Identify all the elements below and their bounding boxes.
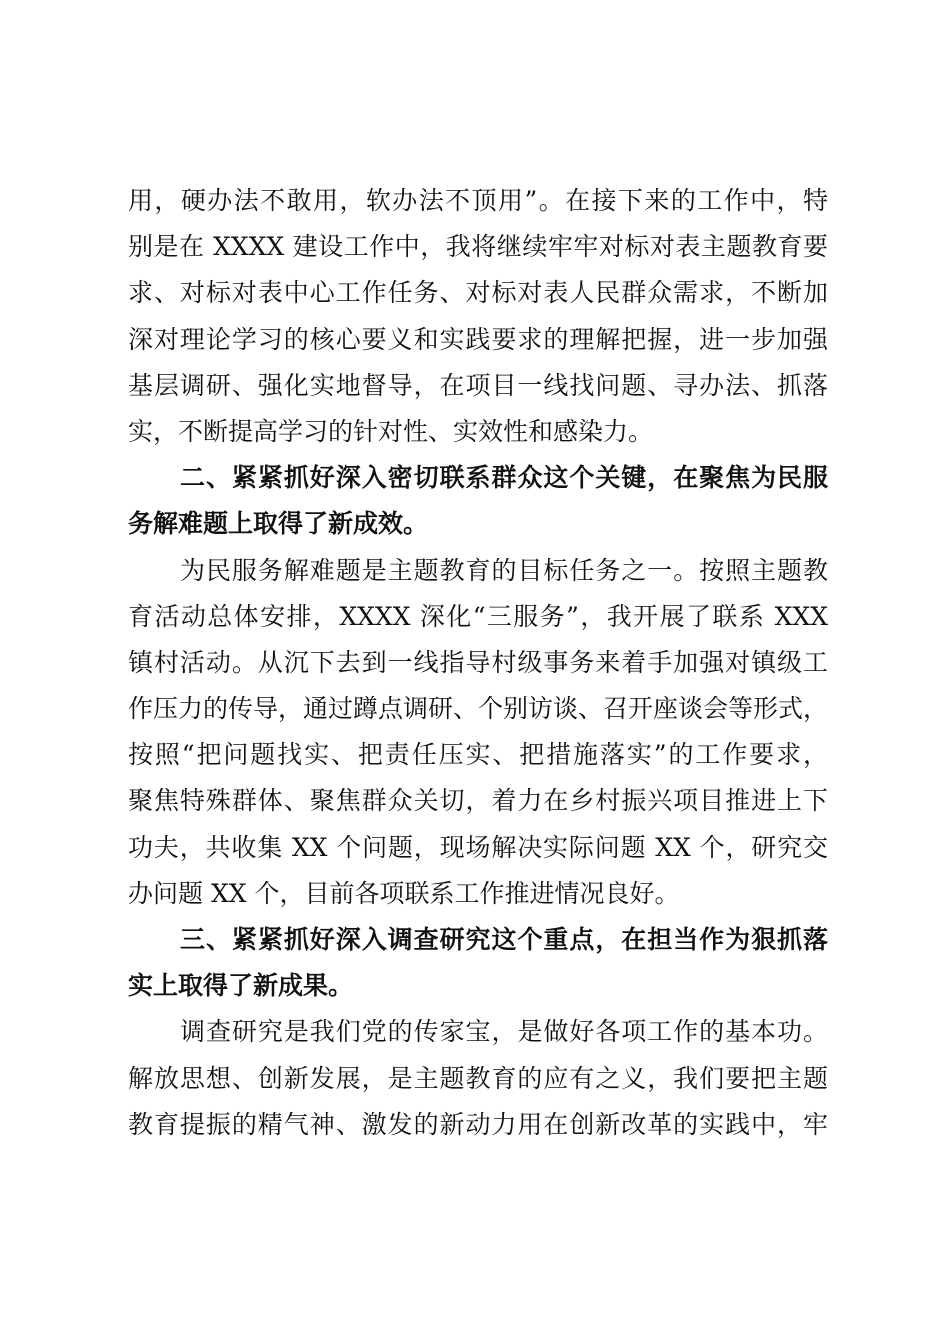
paragraph-research	[128, 1009, 828, 1148]
text-line: 别是在 XXXX 建设工作中，我将继续牢牢对标对表主题教育要	[128, 232, 828, 262]
text-line: 教育提振的精气神、激发的新动力用在创新改革的实践中，牢	[128, 1109, 828, 1139]
text-line: 为民服务解难题是主题教育的目标任务之一。按照主题教	[180, 555, 828, 585]
section-heading-3	[128, 917, 828, 1009]
text-line: 镇村活动。从沉下去到一线指导村级事务来着手加强对镇级工	[128, 647, 828, 677]
text-line: 作压力的传导，通过蹲点调研、个别访谈、召开座谈会等形式，	[128, 694, 829, 724]
heading-line: 务解难题上取得了新成效。	[128, 509, 429, 539]
heading-line: 实上取得了新成果。	[128, 971, 354, 1001]
heading-line: 二、紧紧抓好深入密切联系群众这个关键，在聚焦为民服	[180, 463, 828, 493]
heading-line: 三、紧紧抓好深入调查研究这个重点，在担当作为狠抓落	[180, 925, 828, 954]
text-line: 功夫，共收集 XX 个问题，现场解决实际问题 XX 个，研究交	[128, 832, 828, 862]
paragraph-continuation	[128, 178, 828, 455]
text-line: 用，硬办法不敢用，软办法不顶用”。在接下来的工作中，特	[128, 186, 828, 215]
section-heading-2	[128, 455, 828, 547]
text-line: 实，不断提高学习的针对性、实效性和感染力。	[128, 416, 654, 446]
text-line: 深对理论学习的核心要义和实践要求的理解把握，进一步加强	[128, 324, 828, 354]
text-line: 基层调研、强化实地督导，在项目一线找问题、寻办法、抓落	[128, 370, 828, 400]
text-line: 按照“把问题找实、把责任压实、把措施落实”的工作要求，	[128, 740, 828, 770]
text-line: 办问题 XX 个，目前各项联系工作推进情况良好。	[128, 878, 680, 908]
text-line: 解放思想、创新发展，是主题教育的应有之义，我们要把主题	[128, 1063, 828, 1093]
text-line: 育活动总体安排，XXXX 深化“三服务”，我开展了联系 XXX	[128, 601, 828, 631]
text-line: 求、对标对表中心工作任务、对标对表人民群众需求，不断加	[128, 278, 828, 308]
paragraph-service	[128, 548, 828, 918]
text-line: 聚焦特殊群体、聚焦群众关切，着力在乡村振兴项目推进上下	[128, 786, 828, 816]
document-body	[128, 178, 828, 1148]
text-line: 调查研究是我们党的传家宝，是做好各项工作的基本功。	[180, 1017, 828, 1047]
